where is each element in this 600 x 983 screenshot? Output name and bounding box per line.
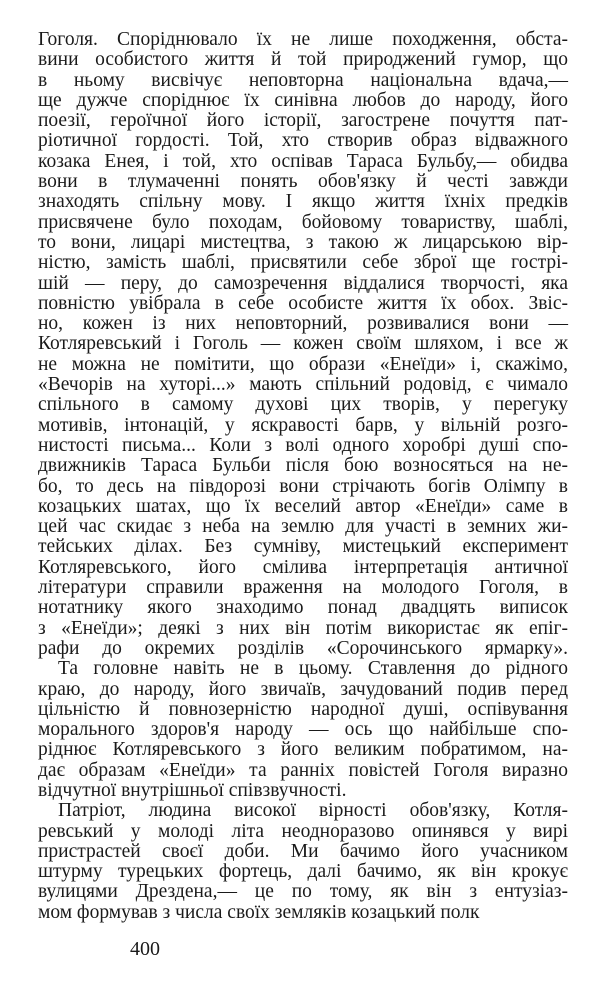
- text-line: вулицями Дрездена,— це по тому, як він з ентузіаз-: [38, 881, 568, 903]
- text-line: пристрастей своєї доби. Ми бачимо його учасником: [38, 840, 568, 862]
- text-line: літератури справили враження на молодого Гоголя, в: [38, 577, 568, 599]
- text-line: цільністю й повнозерністю народної душі, оспівування: [38, 698, 568, 720]
- text-line: присвячене було походам, бойовому товариству, шаблі,: [38, 211, 568, 233]
- text-line: відчутної внутрішньої співзвучності.: [38, 779, 347, 801]
- text-line: з «Енеїди»; деякі з них він потім використає як епіг-: [38, 617, 568, 639]
- text-line: морального здоров'я народу — ось що найбільше спо-: [38, 719, 568, 741]
- page-text: [38, 30, 568, 923]
- text-line: козака Енея, і той, хто оспівав Тараса Бульбу,— обидва: [38, 150, 568, 172]
- text-line: Котляревського, його смілива інтерпретація античної: [38, 556, 568, 578]
- text-line: мотивів, інтонацій, у яскравості барв, у вільній розго-: [38, 414, 568, 436]
- text-line: «Вечорів на хуторі...» мають спільний родовід, є чимало: [38, 374, 568, 396]
- text-line: Патріот, людина високої вірності обов'язку, Котля-: [58, 800, 568, 822]
- text-line: козацьких шатах, що їх веселий автор «Енеїди» саме в: [38, 495, 568, 517]
- text-line: дає образам «Енеїди» та ранніх повістей Гоголя виразно: [38, 759, 568, 781]
- text-line: Та головне навіть не в цьому. Ставлення до рідного: [58, 658, 568, 680]
- text-line: Котляревський і Гоголь — кожен своїм шляхом, і все ж: [38, 333, 568, 355]
- text-line: нистості письма... Коли з волі одного хоробрі душі спо-: [38, 434, 568, 456]
- text-line: повністю увібрала в себе особисте життя їх обох. Звіс-: [38, 292, 568, 314]
- text-line: не можна не помітити, що образи «Енеїди» і, скажімо,: [38, 353, 568, 375]
- text-line: ністю, замість шаблі, присвятили себе зброї ще гострі-: [38, 252, 568, 274]
- text-line: тейських ділах. Без сумніву, мистецький експеримент: [38, 536, 568, 558]
- text-line: в ньому висвічує неповторна національна вдача,—: [38, 69, 568, 91]
- text-line: краю, до народу, його звичаїв, зачудований подив перед: [38, 678, 568, 700]
- page-number: 400: [130, 938, 160, 960]
- paragraph: [38, 659, 568, 801]
- text-line: цей час скидає з неба на землю для участі в земних жи-: [38, 516, 568, 538]
- text-line: ріднює Котляревського з його великим побратимом, на-: [38, 739, 568, 761]
- paragraph: [38, 30, 568, 659]
- text-line: но, кожен із них неповторний, розвивалися вони —: [38, 313, 568, 335]
- paragraph: [38, 801, 568, 923]
- text-line: нотатнику якого знаходимо понад двадцять виписок: [38, 597, 568, 619]
- text-line: спільного в самому духові цих творів, у перегуку: [38, 394, 568, 416]
- text-line: Гоголя. Споріднювало їх не лише походження, обста-: [38, 29, 568, 50]
- text-line: знаходять спільну мову. І якщо життя їхніх предків: [38, 191, 568, 213]
- text-line: бо, то десь на півдорозі вони стрічають богів Олімпу в: [38, 475, 568, 497]
- text-line: то вони, лицарі мистецтва, з такою ж лицарською вір-: [38, 231, 568, 253]
- text-line: поезії, героїчної його історії, загострене почуття пат-: [38, 110, 568, 132]
- text-line: шій — перу, до самозречення віддалися творчості, яка: [38, 272, 568, 294]
- text-line: вини особистого життя й той природжений гумор, що: [38, 49, 568, 71]
- text-line: ще дужче споріднює їх синівна любов до народу, його: [38, 89, 568, 111]
- text-line: вони в тлумаченні понять обов'язку й честі завжди: [38, 171, 568, 193]
- text-line: штурму турецьких фортець, далі бачимо, як він крокує: [38, 861, 568, 883]
- text-line: ріотичної гордості. Той, хто створив образ відважного: [38, 130, 568, 152]
- text-line: рафи до окремих розділів «Сорочинського ярмарку».: [38, 637, 568, 659]
- text-line: мом формував з числа своїх земляків козацький полк: [38, 901, 480, 923]
- text-line: ревський у молоді літа неодноразово опинявся у вирі: [38, 820, 568, 842]
- text-line: движників Тараса Бульби після бою возносяться на не-: [38, 455, 568, 477]
